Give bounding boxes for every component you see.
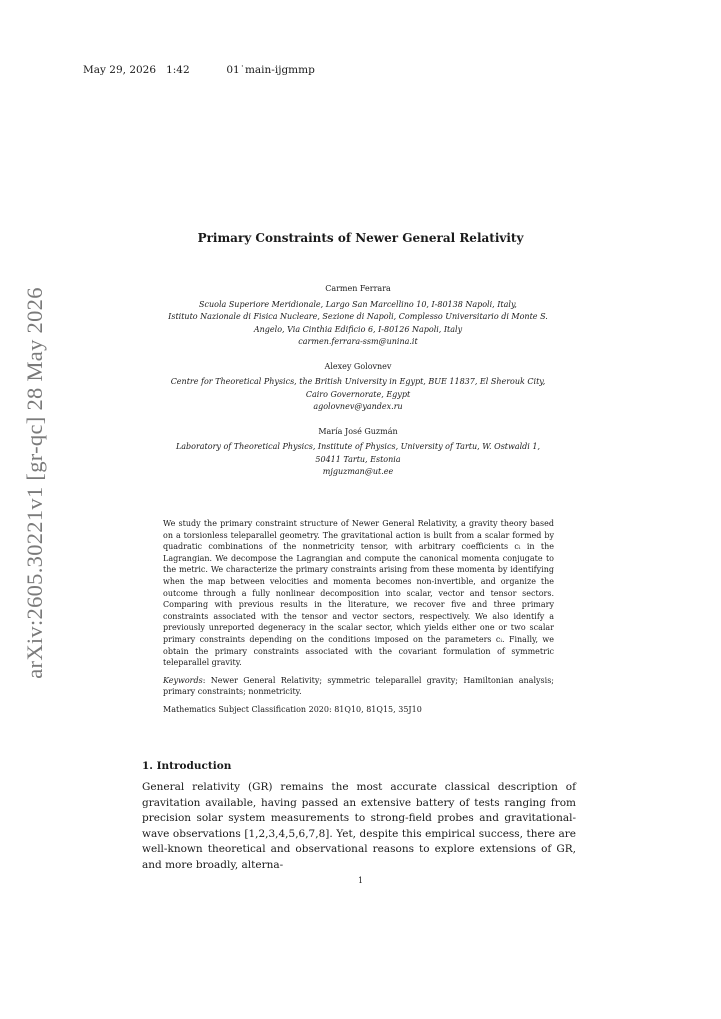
keywords-label: Keywords [163,675,203,685]
author-affiliation: Istituto Nazionale di Fisica Nucleare, Sezione di Napoli, Complesso Universitario di Monte S. [168,312,548,321]
section-heading: 1. Introduction [142,760,232,772]
author-affiliation: Laboratory of Theoretical Physics, Institute of Physics, University of Tartu, W. Ostwaldi 1, [175,442,541,451]
author-email: mjguzman@ut.ee [322,467,394,476]
author-affiliation: Cairo Governorate, Egypt [305,389,411,399]
paper-title: Primary Constraints of Newer General Relativity [197,231,524,245]
keywords-text: : Newer General Relativity; symmetric teleparallel gravity; Hamiltonian analysis; primary constraints; nonmetricity. [163,675,554,697]
header-date: May 29, 2026 [83,64,157,76]
author-list [140,283,576,491]
author-affiliation: Scuola Superiore Meridionale, Largo San Marcellino 10, I-80138 Napoli, Italy, [199,299,517,309]
running-header [83,64,315,76]
author-name: Alexey Golovnev [324,361,392,371]
header-time: 1:42 [166,64,190,76]
abstract [163,518,554,722]
author-block [140,283,576,349]
author-email: agolovnev@yandex.ru [313,402,403,411]
msc-classification: Mathematics Subject Classification 2020: 81Q10, 81Q15, 35J10 [163,704,422,714]
keywords [163,675,554,698]
arxiv-stamp: arXiv:2605.30221v1 [gr-qc] 28 May 2026 [22,287,47,679]
author-block [140,426,576,479]
author-block [140,361,576,414]
author-name: María José Guzmán [318,426,398,436]
author-affiliation: 50411 Tartu, Estonia [315,454,401,464]
author-affiliation: Angelo, Via Cinthia Edificio 6, I-80126 Napoli, Italy [253,324,463,334]
header-doc-id: 01˙main-ijgmmp [226,64,315,76]
author-affiliation: Centre for Theoretical Physics, the British University in Egypt, BUE 11837, El Sherouk City, [170,377,546,386]
author-email: carmen.ferrara-ssm@unina.it [298,337,418,346]
abstract-text: We study the primary constraint structure of Newer General Relativity, a gravity theory based on a torsionless teleparallel geometry. The gravitational action is built from a scalar formed by quadratic combinations of the nonmetricity tensor, with arbitrary coefficients cᵢ in the Lagrangian. We decompose the Lagrangian and compute the canonical momenta conjugate to the metric. We characterize the primary constraints arising from these momenta by identifying when the map between velocities and momenta becomes non-invertible, and organize the outcome through a fully nonlinear decomposition into scalar, vector and tensor sectors. Comparing with previous results in the literature, we recover five and three primary constraints associated with the tensor and vector sectors, respectively. We also identify a previously unreported degeneracy in the scalar sector, which yields either one or two scalar primary constraints depending on the conditions imposed on the parameters cᵢ. Finally, we obtain the primary constraints associated with the covariant formulation of symmetric teleparallel gravity. [163,519,554,668]
author-name: Carmen Ferrara [325,284,391,293]
page-number: 1 [357,876,364,885]
intro-paragraph: General relativity (GR) remains the most accurate classical description of gravitation available, having passed an extensive battery of tests ranging from precision solar system measurements to strong-field probes and gravitational-wave observations [1,2,3,4,5,6,7,8]. Yet, despite this empirical success, there are well-known theoretical and observational reasons to explore extensions of GR, and more broadly, alterna- [142,781,576,871]
